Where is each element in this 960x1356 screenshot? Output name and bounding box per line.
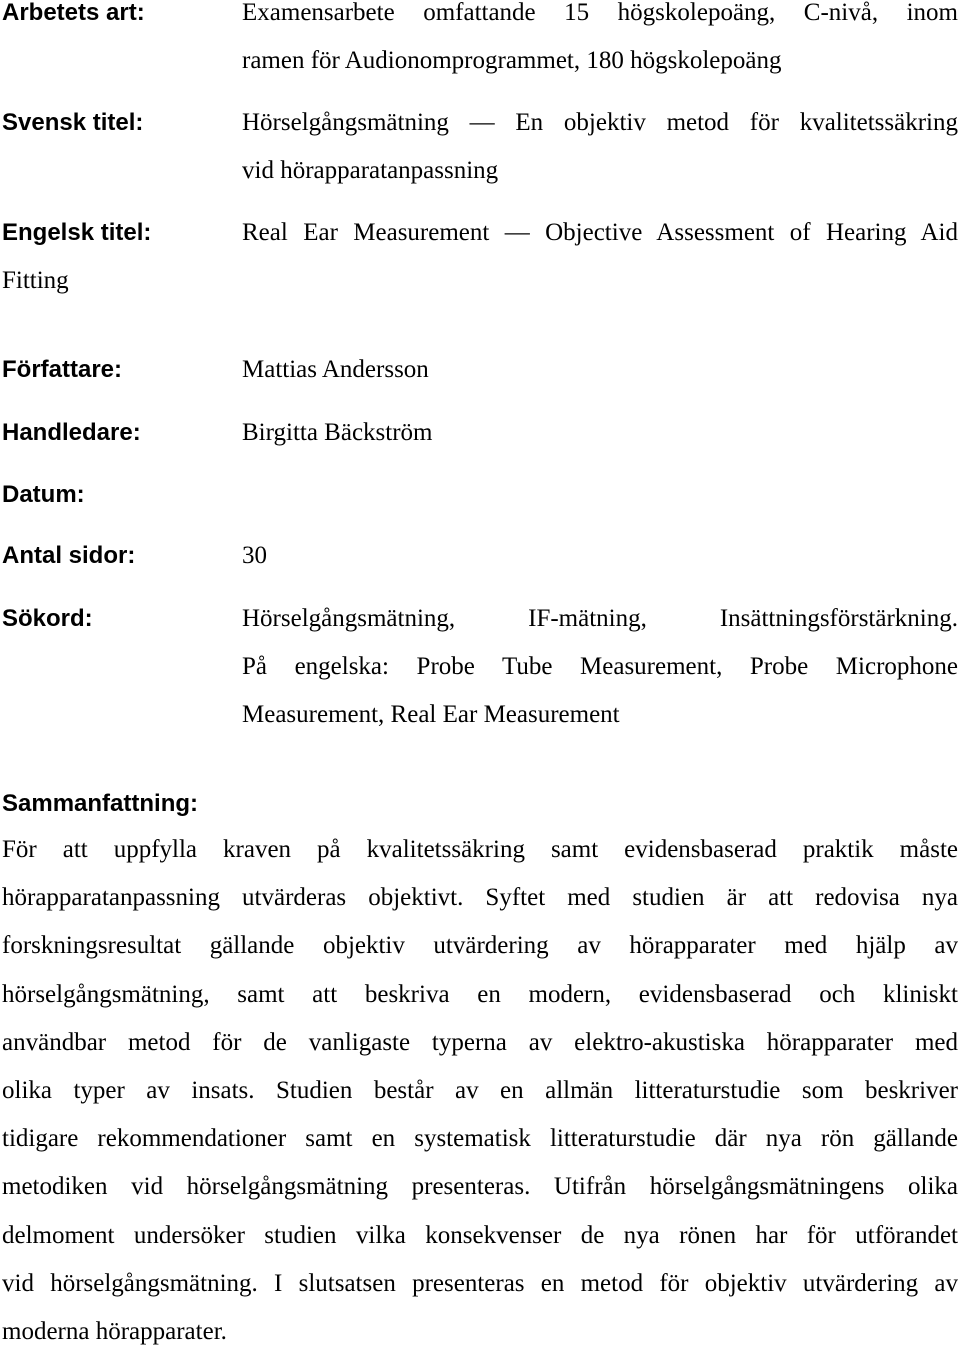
summary-line: olika typer av insats. Studien består av en allmän litteraturstudie som beskriver [2,1077,958,1105]
field-supervisor [2,409,958,457]
english-title-line-2: Fitting [2,267,69,294]
supervisor-label: Handledare: [2,419,141,446]
work-type-line-1: Examensarbete omfattande 15 högskolepoäng, C-nivå, inom [242,0,958,26]
summary-line: användbar metod för de vanligaste typerna av elektro-akustiska hörapparater med [2,1028,958,1056]
summary-line: hörapparatanpassning utvärderas objektivt. Syftet med studien är att redovisa nya [2,884,958,912]
swedish-title-label: Svensk titel: [2,109,144,136]
work-type-value [242,0,958,85]
field-work-type [2,0,958,89]
summary-line: moderna hörapparater. [2,1318,227,1346]
swedish-title-line-2: vid hörapparatanpassning [242,157,499,184]
field-date [2,471,958,519]
field-english-title [2,209,958,309]
field-swedish-title [2,99,958,199]
keywords-value [242,595,958,739]
work-type-line-2: ramen för Audionomprogrammet, 180 högskolepoäng [242,47,782,74]
summary-line: delmoment undersöker studien vilka konsekvenser de nya rönen har för utförandet [2,1221,958,1249]
field-keywords [2,595,958,745]
summary-heading: Sammanfattning: [2,790,199,817]
summary-line: För att uppfylla kraven på kvalitetssäkring samt evidensbaserad praktik måste [2,836,958,863]
english-title-line-1: Real Ear Measurement — Objective Assessment of Hearing Aid [242,219,958,246]
keywords-line-1: Hörselgångsmätning, IF-mätning, Insättningsförstärkning. [242,605,958,632]
supervisor-value: Birgitta Bäckström [242,419,433,446]
summary-body [2,826,958,1356]
summary-line: metodiken vid hörselgångsmätning presenteras. Utifrån hörselgångsmätningens olika [2,1173,958,1201]
author-value: Mattias Andersson [242,356,429,383]
swedish-title-value [242,99,958,195]
summary-line: vid hörselgångsmätning. I slutsatsen presenteras en metod för objektiv utvärdering av [2,1269,958,1297]
summary-line: tidigare rekommendationer samt en systematisk litteraturstudie där nya rön gällande [2,1125,958,1153]
field-pages [2,532,958,580]
summary-heading-row [2,780,958,828]
keywords-line-2: På engelska: Probe Tube Measurement, Probe Microphone [242,653,958,680]
summary-line: hörselgångsmätning, samt att beskriva en modern, evidensbaserad och kliniskt [2,980,958,1008]
author-label: Författare: [2,356,123,383]
keywords-line-3: Measurement, Real Ear Measurement [242,701,620,728]
work-type-label: Arbetets art: [2,0,145,26]
english-title-value [242,209,958,257]
field-author [2,346,958,394]
english-title-label: Engelsk titel: [2,219,152,246]
pages-value: 30 [242,542,267,569]
keywords-label: Sökord: [2,605,93,632]
date-label: Datum: [2,481,85,508]
swedish-title-line-1: Hörselgångsmätning — En objektiv metod för kvalitetssäkring [242,109,958,136]
summary-line: forskningsresultat gällande objektiv utvärdering av hörapparater med hjälp av [2,932,958,960]
pages-label: Antal sidor: [2,542,136,569]
